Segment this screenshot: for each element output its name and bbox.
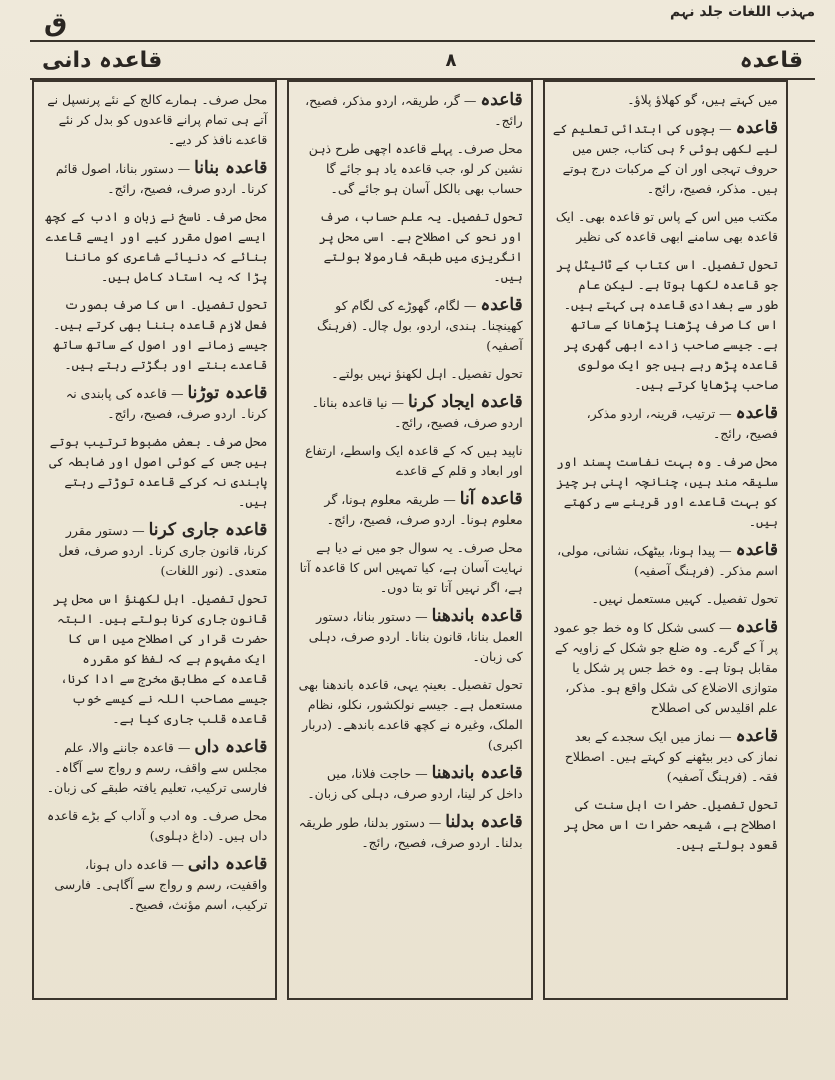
entry-text: ناپید ہیں کہ کے قاعدہ ایک واسطے، ارتفاع اور ابعاد و قلم کے قاعدے <box>305 443 523 478</box>
text-columns <box>32 80 788 1000</box>
entry-headword: قاعدہ <box>735 403 778 423</box>
dictionary-entry <box>42 432 267 512</box>
dictionary-entry: قاعدہ — گر، طریقہ، اردو مذکر، فصیح، رائج۔ <box>305 90 523 128</box>
entry-text: گر، طریقہ، اردو مذکر، فصیح، رائج۔ <box>305 93 523 128</box>
entry-text: تحول تفصیل۔ اہل لکھنؤ اس محل پر قانون جاری کرنا بولتے ہیں۔ البتہ حضرت قرار کی اصطلاح میں اس کا ایک مفہوم ہے کہ لفظ کو مقررہ قاعدہ کے مطابق مخرج سے ادا کرنا، جیسے مصاحب اللہ نے کیسے خوب قاعدہ قلب جاری کیا ہے۔ <box>53 591 268 726</box>
entry-text: دستور بنانا، دستور العمل بنانا، قانون بنانا۔ اردو صرف، دہلی کی زبان۔ <box>308 609 523 664</box>
entry-headword: قاعدہ <box>735 118 778 138</box>
entry-text: لگام، گھوڑے کی لگام کو کھینچنا۔ ہندی، اردو، بول چال۔ (فرہنگ آصفیہ) <box>316 298 523 353</box>
entry-headword: قاعدہ <box>480 90 523 110</box>
dictionary-entry <box>553 589 778 609</box>
entry-text: دستور بدلنا، طور طریقہ بدلنا۔ اردو صرف، فصیح، رائج۔ <box>298 815 523 850</box>
dictionary-entry: قاعدہ جاری کرنا — دستور مقرر کرنا، قانون جاری کرنا۔ اردو صرف، فعل متعدی۔ (نور اللغات) <box>58 520 268 578</box>
entry-text: تحول تفصیل۔ بعینہٖ یہی، قاعدہ باندھنا بھی مستعمل ہے۔ جیسے نولکشور، نکلو، نظام الملک، وغیرہ نے کچھ قاعدے باندھے۔ (دربار اکبری) <box>298 677 523 752</box>
entry-text: قاعدہ جاننے والا، علم مجلس سے واقف، رسم و رواج سے آگاہ۔ فارسی ترکیب، تعلیم یافتہ طبقے کی زبان۔ <box>46 740 268 795</box>
entry-text: تحول تفصیل۔ اس کتاب کے ٹائیٹل پر جو قاعدہ لکھا ہوتا ہے۔ لیکن عام طور سے بغدادی قاعدہ ہی کہتے ہیں۔ اس کا صرف پڑھنا پڑھانا کے ساتھ ہے۔ جیسے صاحب زادے ابھی گھری پر قاعدہ پڑھ رہے ہیں جو ایک مولوی صاحب پڑھایا کرتے ہیں۔ <box>556 257 778 392</box>
entry-text: طریقہ معلوم ہونا، گر معلوم ہونا۔ اردو صرف، فصیح، رائج۔ <box>324 492 523 527</box>
entry-text: محل صرف۔ ہمارے کالج کے نئے پرنسپل نے آتے ہی تمام پرانے قاعدوں کو بدل کر نئے قاعدے نافذ کر دیے۔ <box>47 92 268 147</box>
entry-text: کسی شکل کا وہ خط جو عمود پر آ کے گرے۔ وہ ضلع جو شکل کے زاویہ کے مقابل ہوتا ہے۔ وہ خط جس پر شکل یا متوازی الاضلاع کی شکل واقع ہو۔ مذکر، علم اقلیدس کی اصطلاح <box>553 620 778 715</box>
entry-headword: قاعدہ آنا <box>459 489 523 509</box>
dictionary-entry <box>297 441 522 481</box>
entry-text: محل صرف۔ بعض مضبوط ترتیب ہوتے ہیں جس کے کوئی اصول اور ضابطہ کی پابندی نہ کرکے قاعدہ توڑتے رہتے ہیں۔ <box>49 434 268 509</box>
dictionary-entry: قاعدہ — پیدا ہونا، بیٹھک، نشانی، مولی، اسم مذکر۔ (فرہنگ آصفیہ) <box>557 540 778 578</box>
dictionary-entry: قاعدہ بنانا — دستور بنانا، اصول قائم کرنا۔ اردو صرف، فصیح، رائج۔ <box>55 158 268 196</box>
entry-text: دستور مقرر کرنا، قانون جاری کرنا۔ اردو صرف، فعل متعدی۔ (نور اللغات) <box>58 523 268 578</box>
book-title-note: مہذب اللغات جلد نہم <box>670 4 815 20</box>
dictionary-entry <box>42 90 267 150</box>
dictionary-entry <box>297 675 522 755</box>
dictionary-entry: قاعدہ بدلنا — دستور بدلنا، طور طریقہ بدلنا۔ اردو صرف، فصیح، رائج۔ <box>298 812 523 850</box>
entry-text: تحول تفصیل۔ اس کا صرف بصورت فعل لازم قاعدہ بننا بھی کرتے ہیں۔ جیسے زمانے اور اصول کے ساتھ ساتھ قاعدے بنتے اور بگڑتے رہتے ہیں۔ <box>53 297 268 372</box>
dictionary-entry <box>553 795 778 855</box>
entry-headword: قاعدہ باندھنا <box>431 763 523 783</box>
entry-headword: قاعدہ <box>735 540 778 560</box>
header-last-word: قاعدہ دانی <box>42 47 163 73</box>
entry-text: ترتیب، قرینہ، اردو مذکر، فصیح، رائج۔ <box>586 406 778 441</box>
dictionary-entry <box>553 255 778 395</box>
dictionary-entry: قاعدہ — ترتیب، قرینہ، اردو مذکر، فصیح، رائج۔ <box>586 403 778 441</box>
dictionary-entry <box>297 364 522 384</box>
entry-headword: قاعدہ <box>735 726 778 746</box>
dictionary-entry <box>297 207 522 287</box>
entry-text: قاعدہ کی پابندی نہ کرنا۔ اردو صرف، فصیح، رائج۔ <box>65 386 268 421</box>
entry-text: دستور بنانا، اصول قائم کرنا۔ اردو صرف، فصیح، رائج۔ <box>55 161 268 196</box>
dictionary-entry <box>553 452 778 532</box>
page-number: ۸ <box>445 49 457 71</box>
entry-text: میں کہتے ہیں، گو کھلاؤ پلاؤ۔ <box>627 92 778 107</box>
dictionary-entry: قاعدہ توڑنا — قاعدہ کی پابندی نہ کرنا۔ اردو صرف، فصیح، رائج۔ <box>65 383 268 421</box>
dictionary-entry <box>42 207 267 287</box>
column-left <box>32 80 277 1000</box>
dictionary-entry: قاعدہ — نماز میں ایک سجدے کے بعد نماز کی دیر بیٹھنے کو کہتے ہیں۔ اصطلاح فقہ۔ (فرہنگ آصفیہ) <box>564 726 778 784</box>
page-header <box>30 42 815 80</box>
dictionary-entry: قاعدہ — کسی شکل کا وہ خط جو عمود پر آ کے گرے۔ وہ ضلع جو شکل کے زاویہ کے مقابل ہوتا ہے۔ وہ خط جس پر شکل یا متوازی الاضلاع کی شکل واقع ہو۔ مذکر، علم اقلیدس کی اصطلاح <box>553 617 778 715</box>
dictionary-entry: قاعدہ آنا — طریقہ معلوم ہونا، گر معلوم ہونا۔ اردو صرف، فصیح، رائج۔ <box>324 489 523 527</box>
entry-headword: قاعدہ دانی <box>187 854 268 874</box>
entry-text: بچوں کی ابتدائی تعلیم کے لیے لکھی ہوئی ۶ ہی کتاب، جس میں حروف تہجی اور ان کے مرکبات درج ہوتے ہیں۔ مذکر، فصیح، رائج۔ <box>552 121 778 196</box>
entry-headword: قاعدہ بدلنا <box>445 812 523 832</box>
entry-text: مکتب میں اس کے پاس تو قاعدہ بھی۔ ایک قاعدہ بھی سامنے ابھی قاعدہ کی نظیر <box>555 209 778 244</box>
entry-headword: قاعدہ باندھنا <box>431 606 523 626</box>
entry-headword: قاعدہ داں <box>194 737 268 757</box>
dictionary-entry: قاعدہ باندھنا — حاجت فلانا، میں داخل کر لینا، اردو صرف، دہلی کی زبان۔ <box>307 763 523 801</box>
entry-text: تحول تفصیل۔ یہ علم حساب، صرف اور نحو کی اصطلاح ہے۔ اسی محل پر انگریزی میں طبقہ فارمولا بولتے ہیں۔ <box>319 209 523 284</box>
entry-text: پیدا ہونا، بیٹھک، نشانی، مولی، اسم مذکر۔ (فرہنگ آصفیہ) <box>557 543 778 578</box>
dictionary-entry <box>42 295 267 375</box>
dictionary-entry <box>553 90 778 110</box>
dictionary-entry: قاعدہ باندھنا — دستور بنانا، دستور العمل بنانا، قانون بنانا۔ اردو صرف، دہلی کی زبان۔ <box>308 606 523 664</box>
entry-headword: قاعدہ بنانا <box>194 158 268 178</box>
dictionary-entry <box>297 538 522 598</box>
entry-text: قاعدہ داں ہونا، واقفیت، رسم و رواج سے آگاہی۔ فارسی ترکیب، اسم مؤنث، فصیح۔ <box>54 857 268 912</box>
dictionary-entry: قاعدہ — لگام، گھوڑے کی لگام کو کھینچنا۔ ہندی، اردو، بول چال۔ (فرہنگ آصفیہ) <box>316 295 523 353</box>
dictionary-entry <box>297 139 522 199</box>
column-middle <box>287 80 532 1000</box>
dictionary-entry: قاعدہ ایجاد کرنا — نیا قاعدہ بنانا۔ اردو صرف، فصیح، رائج۔ <box>311 392 523 430</box>
dictionary-entry <box>42 806 267 846</box>
dictionary-entry: قاعدہ داں — قاعدہ جاننے والا، علم مجلس سے واقف، رسم و رواج سے آگاہ۔ فارسی ترکیب، تعلیم یافتہ طبقے کی زبان۔ <box>46 737 268 795</box>
entry-text: حاجت فلانا، میں داخل کر لینا، اردو صرف، دہلی کی زبان۔ <box>307 766 523 801</box>
entry-text: محل صرف۔ ناسخ نے زبان و ادب کے کچھ ایسے اصول مقرر کیے اور ایسے قاعدے بنائے کہ دنیائے شاعری کو ماننا پڑا کہ یہ استاد کامل ہیں۔ <box>45 209 268 284</box>
entry-text: محل صرف۔ وہ بہت نفاست پسند اور سلیقہ مند ہیں، چنانچہ اپنی ہر چیز کو بہت قاعدے اور قرینے سے رکھتے ہیں۔ <box>556 454 778 529</box>
dictionary-entry: قاعدہ دانی — قاعدہ داں ہونا، واقفیت، رسم و رواج سے آگاہی۔ فارسی ترکیب، اسم مؤنث، فصیح۔ <box>54 854 268 912</box>
entry-text: تحول تفصیل۔ اہل لکھنؤ نہیں بولتے۔ <box>331 366 523 381</box>
dictionary-entry <box>553 207 778 247</box>
entry-text: تحول تفصیل۔ کہیں مستعمل نہیں۔ <box>591 591 778 606</box>
header-first-word: قاعدہ <box>739 47 803 73</box>
entry-headword: قاعدہ <box>480 295 523 315</box>
entry-text: نماز میں ایک سجدے کے بعد نماز کی دیر بیٹھنے کو کہتے ہیں۔ اصطلاح فقہ۔ (فرہنگ آصفیہ) <box>564 729 778 784</box>
section-letter: ق <box>44 8 68 38</box>
entry-text: محل صرف۔ یہ سوال جو میں نے دیا ہے نہایت آسان ہے، کیا تمہیں اس کا قاعدہ آتا ہے، اگر نہیں آتا تو بتا دوں۔ <box>299 540 523 595</box>
entry-headword: قاعدہ <box>735 617 778 637</box>
dictionary-entry: قاعدہ — بچوں کی ابتدائی تعلیم کے لیے لکھی ہوئی ۶ ہی کتاب، جس میں حروف تہجی اور ان کے مرکبات درج ہوتے ہیں۔ مذکر، فصیح، رائج۔ <box>552 118 778 196</box>
dictionary-entry <box>42 589 267 729</box>
entry-headword: قاعدہ جاری کرنا <box>148 520 268 540</box>
entry-headword: قاعدہ توڑنا <box>187 383 268 403</box>
entry-text: نیا قاعدہ بنانا۔ اردو صرف، فصیح، رائج۔ <box>311 395 523 430</box>
entry-text: تحول تفصیل۔ حضرات اہل سنت کی اصطلاح ہے، شیعہ حضرات اس محل پر قعود بولتے ہیں۔ <box>563 797 778 852</box>
entry-headword: قاعدہ ایجاد کرنا <box>407 392 523 412</box>
entry-text: محل صرف۔ وہ ادب و آداب کے بڑے قاعدہ داں ہیں۔ (داغ دہلوی) <box>46 808 268 843</box>
column-right <box>543 80 788 1000</box>
entry-text: محل صرف۔ پہلے قاعدہ اچھی طرح ذہن نشین کر لو، جب قاعدہ یاد ہو جائے گا حساب بھی بالکل آسان ہو جائے گی۔ <box>308 141 523 196</box>
